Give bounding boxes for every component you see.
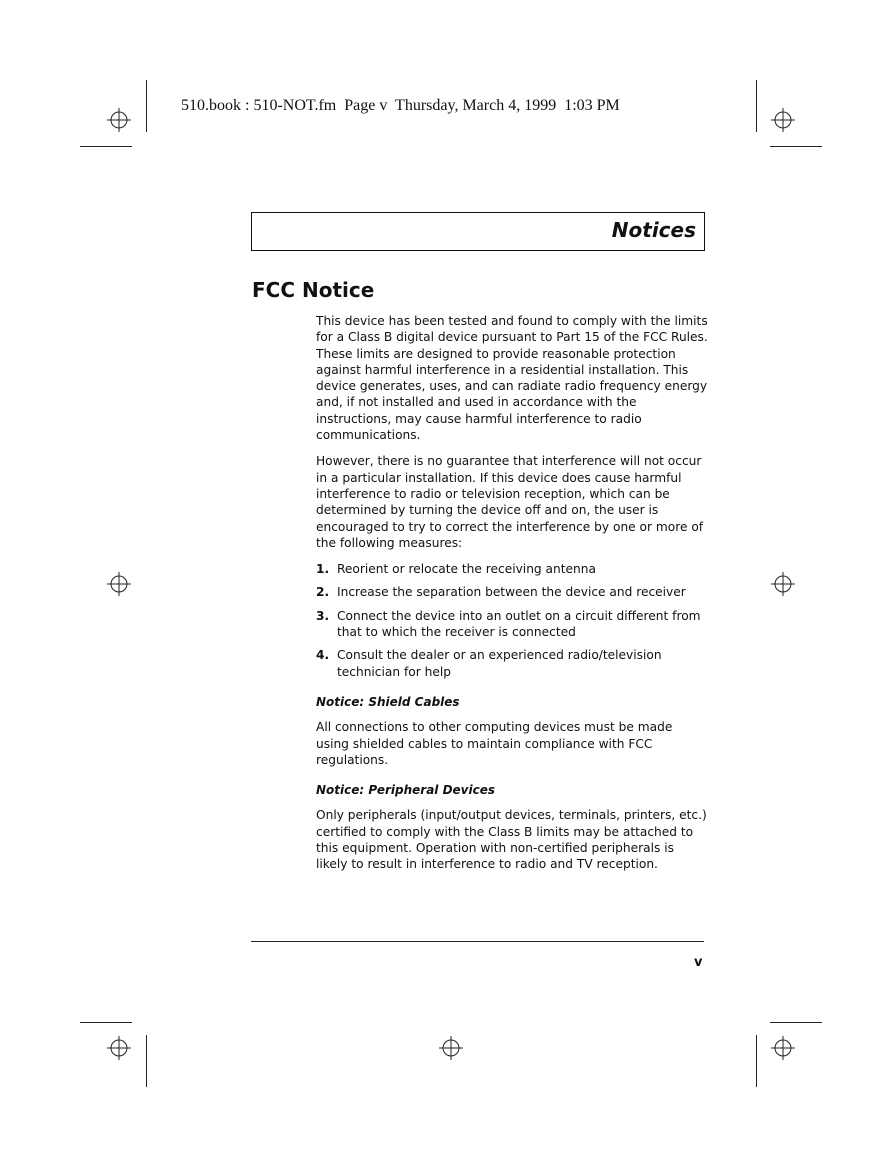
measures-list xyxy=(316,561,708,680)
crop-mark-bottom-left-vertical xyxy=(146,1035,147,1087)
registration-mark-icon xyxy=(107,572,131,596)
crop-mark-bottom-left-horizontal xyxy=(80,1022,132,1023)
list-item-text: Reorient or relocate the receiving antenna xyxy=(337,562,596,577)
crop-mark-top-left-vertical xyxy=(146,80,147,132)
list-item-text: Consult the dealer or an experienced radio/television technician for help xyxy=(337,648,662,679)
paragraph: This device has been tested and found to comply with the limits for a Class B digital device pursuant to Part 15 of the FCC Rules. These limits are designed to provide reasonable protection against harmful interference in a residential installation. This device generates, uses, and can radiate radio frequency energy and, if not installed and used in accordance with the instructions, may cause harmful interference to radio communications. xyxy=(316,314,708,443)
list-item xyxy=(316,608,708,641)
list-item-text: Connect the device into an outlet on a circuit different from that to which the receiver is connected xyxy=(337,608,701,640)
list-item-number: 4. xyxy=(316,648,330,663)
registration-mark-icon xyxy=(771,108,795,132)
body-column xyxy=(316,313,708,883)
registration-mark-icon xyxy=(771,572,795,596)
registration-mark-icon xyxy=(107,108,131,132)
footer-rule xyxy=(251,941,704,942)
crop-mark-bottom-right-horizontal xyxy=(770,1022,822,1023)
list-item-number: 3. xyxy=(316,608,330,623)
list-item xyxy=(316,584,708,600)
crop-mark-top-right-vertical xyxy=(756,80,757,132)
chapter-title: Notices xyxy=(611,218,696,242)
paragraph: However, there is no guarantee that interference will not occur in a particular installation. If this device does cause harmful interference to radio or television reception, which can be determined by turning the device off and on, the user is encouraged to try to correct the interference by one or more of the following measures: xyxy=(316,454,704,550)
list-item xyxy=(316,561,708,577)
page-number: v xyxy=(694,955,703,970)
notice-text-peripheral-devices: Only peripherals (input/output devices, terminals, printers, etc.) certified to comply with the Class B limits may be attached to this equipment. Operation with non-certified peripherals is likely to result in interference to radio and TV reception. xyxy=(316,808,707,872)
registration-mark-icon xyxy=(107,1036,131,1060)
crop-mark-top-left-horizontal xyxy=(80,146,132,147)
notice-heading-shield-cables: Notice: Shield Cables xyxy=(316,694,460,709)
section-title: FCC Notice xyxy=(252,278,375,302)
list-item-number: 1. xyxy=(316,562,330,577)
notice-heading-peripheral-devices: Notice: Peripheral Devices xyxy=(316,783,496,798)
crop-mark-bottom-right-vertical xyxy=(756,1035,757,1087)
crop-mark-top-right-horizontal xyxy=(770,146,822,147)
registration-mark-icon xyxy=(771,1036,795,1060)
list-item-text: Increase the separation between the device and receiver xyxy=(337,585,686,600)
notice-text-shield-cables: All connections to other computing devices must be made using shielded cables to maintain compliance with FCC regulations. xyxy=(316,720,673,767)
registration-mark-icon xyxy=(439,1036,463,1060)
chapter-title-box xyxy=(251,212,705,251)
list-item-number: 2. xyxy=(316,585,330,600)
list-item xyxy=(316,647,708,680)
header-stamp: 510.book : 510-NOT.fm Page v Thursday, March 4, 1999 1:03 PM xyxy=(181,97,620,114)
